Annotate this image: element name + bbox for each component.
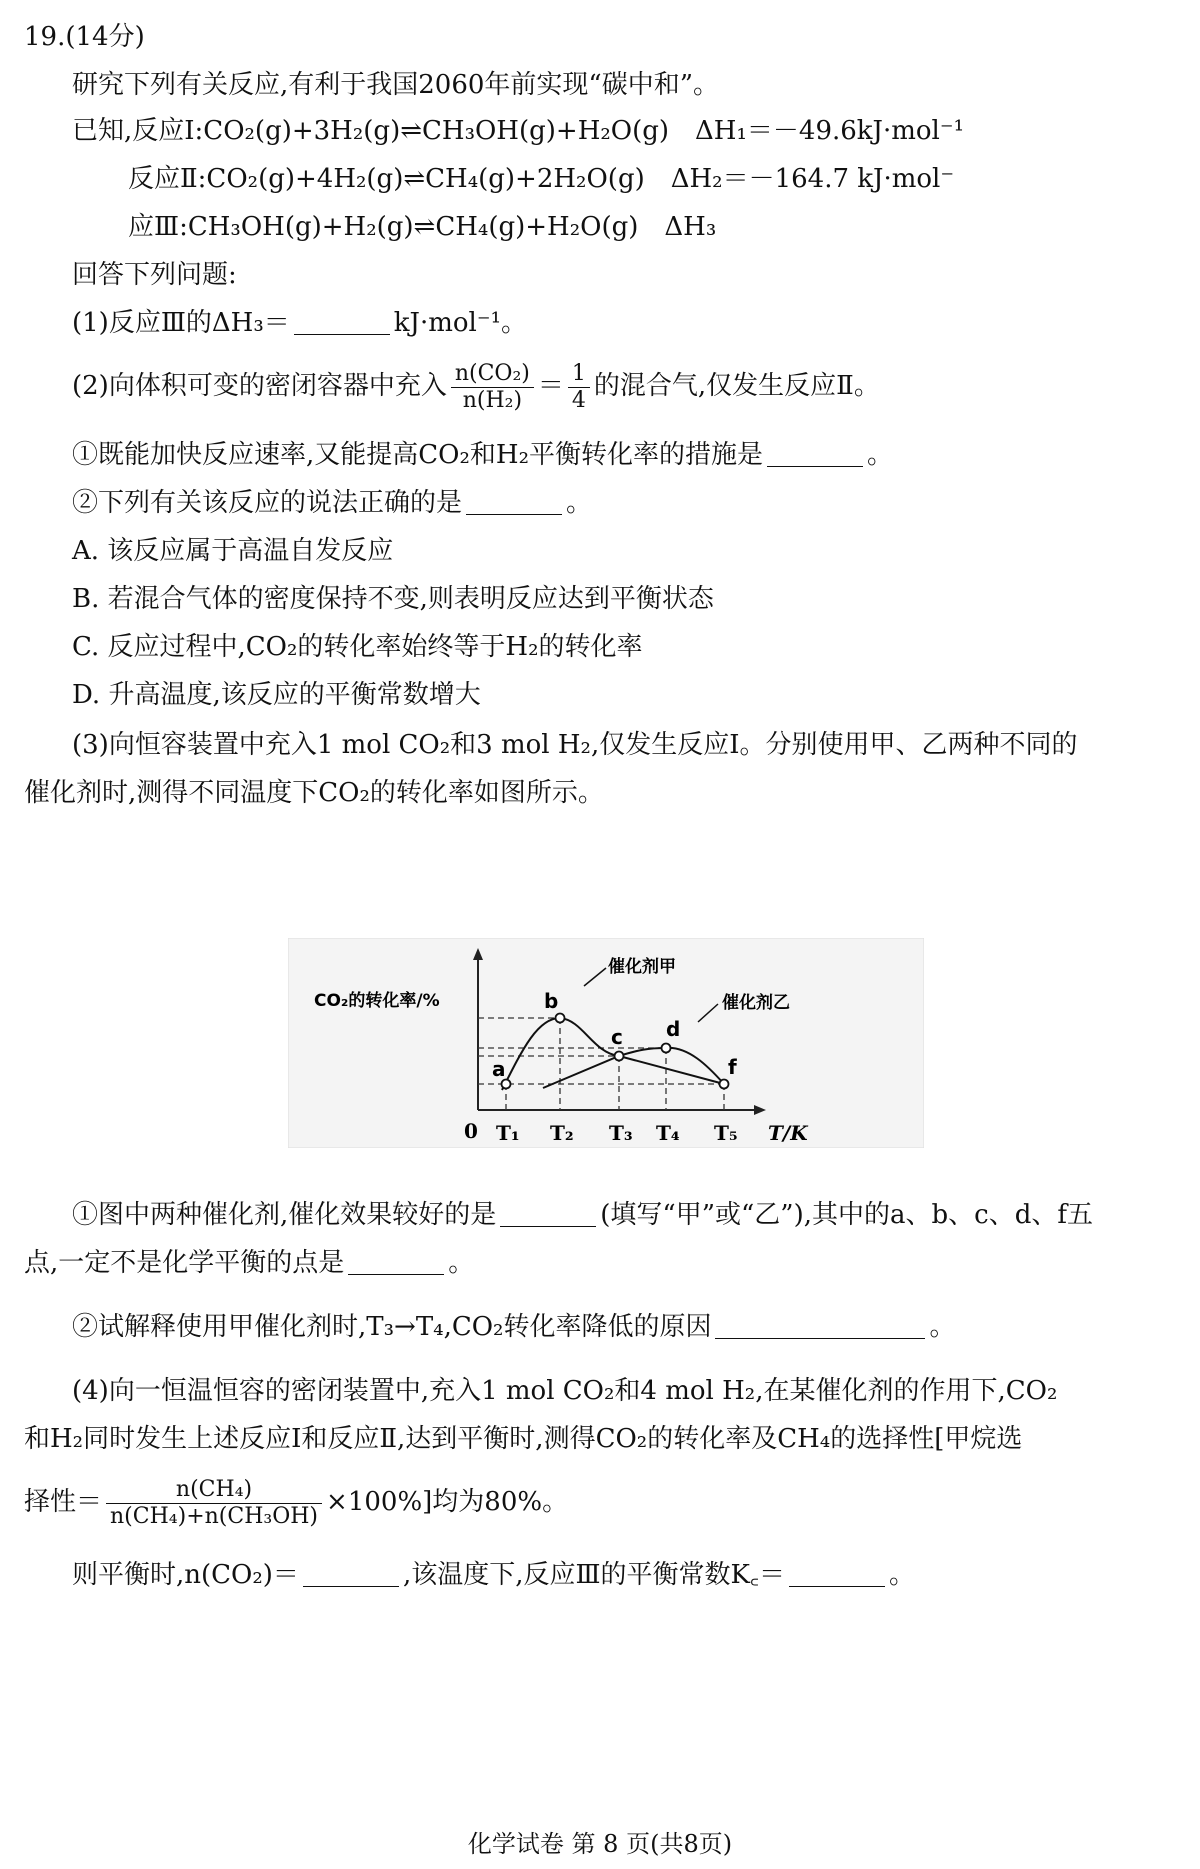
answer-prompt: 回答下列问题: [72,260,237,290]
ratio-value-fraction: $\frac{1}{4}$ [568,361,590,414]
q3-2-line: ②试解释使用甲催化剂时,T₃→T₄,CO₂转化率降低的原因 。 [72,1312,956,1342]
q2-1-answer-blank[interactable] [767,440,863,467]
reaction-2: 反应Ⅱ:CO₂(g)+4H₂(g)⇌CH₄(g)+2H₂O(g) ΔH₂＝－164.7 kJ·mol⁻ [128,164,955,194]
point-label-a: a [492,1057,506,1081]
series-name-jia: 催化剂甲 [608,957,676,977]
series-name-yi: 催化剂乙 [722,993,790,1013]
origin-label: 0 [464,1119,478,1143]
x-tick-label: T₄ [656,1121,680,1145]
x-tick-label: T₁ [496,1121,520,1145]
point-label-f: f [728,1055,737,1079]
reaction-1: 已知,反应Ⅰ:CO₂(g)+3H₂(g)⇌CH₃OH(g)+H₂O(g) ΔH₁＝－49.6kJ·mol⁻¹ [72,116,965,146]
option-a: A. 该反应属于高温自发反应 [72,536,394,566]
x-axis-label: T/K [768,1121,808,1145]
point-label-b: b [544,989,559,1013]
question-number: 19.(14分) [24,22,145,52]
q1-unit: kJ·mol⁻¹。 [393,308,527,338]
point-c [615,1052,624,1061]
q1-text: (1)反应Ⅲ的ΔH₃＝ [72,308,290,338]
q4-line-1: (4)向一恒温恒容的密闭装置中,充入1 mol CO₂和4 mol H₂,在某催化剂的作用下,CO₂ [72,1376,1058,1406]
point-f [720,1080,729,1089]
q3-1-line: ①图中两种催化剂,催化效果较好的是 (填写“甲”或“乙”),其中的a、b、c、d、f五 [72,1200,1093,1230]
chart-background [288,938,924,1148]
q4-selectivity-line: 择性＝ $\frac{\text{n(CH₄)}}{\text{n(CH₄)+n(CH₃OH)}}$ ×100%]均为80%。 [24,1476,569,1529]
ratio-fraction: $\frac{\text{n(CO₂)}}{\text{n(H₂)}}$ [451,361,534,414]
y-axis-label: CO₂的转化率/% [314,991,440,1011]
q3-line-1: (3)向恒容装置中充入1 mol CO₂和3 mol H₂,仅发生反应Ⅰ。分别使用甲、乙两种不同的 [72,730,1078,760]
q3-line-2: 催化剂时,测得不同温度下CO₂的转化率如图所示。 [24,778,604,808]
chart-svg [288,938,924,1148]
reaction-3: 应Ⅲ:CH₃OH(g)+H₂(g)⇌CH₄(g)+H₂O(g) ΔH₃ [128,212,717,242]
option-d: D. 升高温度,该反应的平衡常数增大 [72,680,481,710]
conversion-chart [288,938,924,1148]
q4-answer-blank-2[interactable] [789,1560,885,1587]
intro-text: 研究下列有关反应,有利于我国2060年前实现“碳中和”。 [72,70,720,100]
point-label-c: c [611,1025,623,1049]
q3-1-answer-blank-1[interactable] [500,1200,596,1227]
q2-2-line: ②下列有关该反应的说法正确的是 。 [72,488,593,518]
q4-last-line: 则平衡时,n(CO₂)＝ ,该温度下,反应Ⅲ的平衡常数K꜀＝ 。 [72,1560,915,1590]
q4-line-2: 和H₂同时发生上述反应Ⅰ和反应Ⅱ,达到平衡时,测得CO₂的转化率及CH₄的选择性[甲烷选 [24,1424,1023,1454]
q3-1-answer-blank-2[interactable] [348,1248,444,1275]
point-d [662,1044,671,1053]
q2-1-line: ①既能加快反应速率,又能提高CO₂和H₂平衡转化率的措施是 。 [72,440,894,470]
q2-text: (2)向体积可变的密闭容器中充入 [72,371,447,401]
q1-line [72,306,527,340]
selectivity-fraction: $\frac{\text{n(CH₄)}}{\text{n(CH₄)+n(CH₃OH)}}$ [106,1477,322,1530]
x-tick-label: T₃ [609,1121,633,1145]
q3-1-line-2: 点,一定不是化学平衡的点是 。 [24,1248,475,1278]
point-b [556,1014,565,1023]
option-c: C. 反应过程中,CO₂的转化率始终等于H₂的转化率 [72,632,643,662]
q3-2-answer-blank[interactable] [715,1312,925,1339]
option-b: B. 若混合气体的密度保持不变,则表明反应达到平衡状态 [72,584,714,614]
q1-answer-blank[interactable] [294,308,390,335]
q2-line: (2)向体积可变的密闭容器中充入 $\frac{\text{n(CO₂)}}{\text{n(H₂)}}$ ＝ $\frac{1}{4}$ 的混合气,仅发生反应Ⅱ。 [72,360,880,413]
page-footer: 化学试卷 第 8 页(共8页) [467,1830,733,1858]
x-tick-label: T₂ [550,1121,574,1145]
q4-answer-blank-1[interactable] [303,1560,399,1587]
point-label-d: d [666,1017,681,1041]
q2-2-answer-blank[interactable] [466,488,562,515]
x-tick-label: T₅ [714,1121,738,1145]
